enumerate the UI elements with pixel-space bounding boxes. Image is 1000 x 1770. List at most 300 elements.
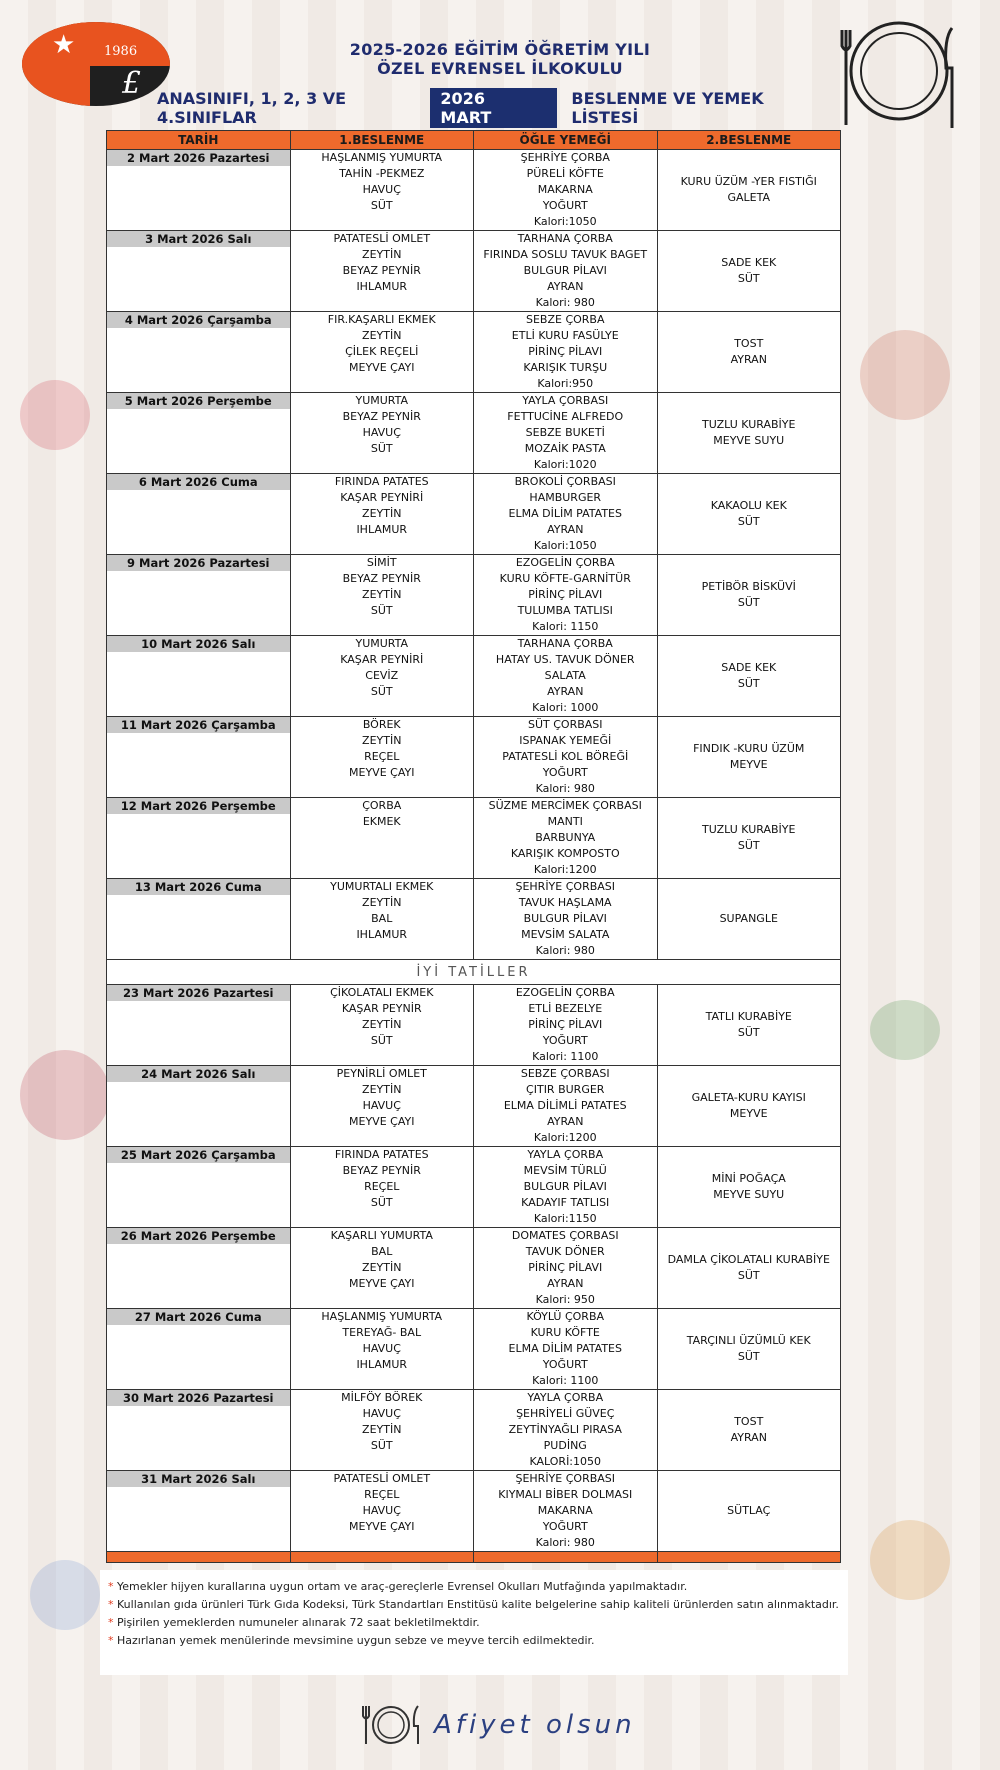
menu-line: REÇEL xyxy=(364,750,400,763)
breakfast2-cell xyxy=(657,1471,841,1552)
menu-line: MEYVE ÇAYI xyxy=(349,1277,415,1290)
menu-line: SÜT xyxy=(737,1269,760,1282)
menu-line: HATAY US. TAVUK DÖNER xyxy=(495,653,635,666)
menu-line: SEBZE ÇORBA xyxy=(525,313,605,326)
menu-line: TAHİN -PEKMEZ xyxy=(339,167,425,180)
menu-line: FIRINDA SOSLU TAVUK BAGET xyxy=(483,248,648,261)
menu-line: MEVSİM SALATA xyxy=(521,928,610,941)
menu-line: SÜT xyxy=(737,1026,760,1039)
menu-line: ETLİ KURU FASÜLYE xyxy=(511,329,619,342)
menu-line: SADE KEK xyxy=(721,256,777,269)
lunch-cell xyxy=(474,393,658,474)
breakfast2-cell xyxy=(657,717,841,798)
date-label: 31 Mart 2026 Salı xyxy=(107,1471,290,1487)
menu-line: SÜZME MERCİMEK ÇORBASI xyxy=(488,799,642,812)
plate-icon xyxy=(360,1702,422,1748)
menu-line: GALETA xyxy=(727,191,771,204)
date-label: 23 Mart 2026 Pazartesi xyxy=(107,985,290,1001)
header-title xyxy=(150,89,810,127)
menu-line: IHLAMUR xyxy=(356,928,408,941)
header-year: 2025-2026 EĞİTİM ÖĞRETİM YILI xyxy=(349,40,651,59)
breakfast2-cell xyxy=(657,1066,841,1147)
menu-line: KAKAOLU KEK xyxy=(710,499,787,512)
date-cell xyxy=(107,798,291,879)
breakfast1-cell xyxy=(290,985,474,1066)
menu-line: ZEYTİN xyxy=(362,329,402,342)
menu-line: MAKARNA xyxy=(537,1504,593,1517)
menu-line: KADAYIF TATLISI xyxy=(521,1196,610,1209)
menu-line: TATLI KURABİYE xyxy=(705,1010,792,1023)
breakfast1-cell xyxy=(290,231,474,312)
lunch-cell xyxy=(474,1066,658,1147)
menu-line: PİRİNÇ PİLAVI xyxy=(528,345,603,358)
date-cell xyxy=(107,150,291,231)
menu-line: KIYMALI BİBER DOLMASI xyxy=(498,1488,633,1501)
menu-line: SÜT xyxy=(737,596,760,609)
breakfast1-cell xyxy=(290,555,474,636)
menu-line: Kalori: 980 xyxy=(535,296,595,309)
breakfast1-cell xyxy=(290,1228,474,1309)
menu-line: DAMLA ÇİKOLATALI KURABİYE xyxy=(667,1253,830,1266)
menu-line: Kalori:1020 xyxy=(533,458,597,471)
table-row xyxy=(107,798,841,879)
lunch-cell xyxy=(474,555,658,636)
menu-line: MEYVE ÇAYI xyxy=(349,1115,415,1128)
menu-line: KAŞAR PEYNİRİ xyxy=(340,491,424,504)
menu-line: TARÇINLI ÜZÜMLÜ KEK xyxy=(686,1334,811,1347)
holiday-text: İYİ TATİLLER xyxy=(107,960,841,985)
menu-line: YOĞURT xyxy=(542,199,588,212)
breakfast1-cell xyxy=(290,1147,474,1228)
menu-line: FIRINDA PATATES xyxy=(334,1148,429,1161)
menu-table xyxy=(106,130,841,1563)
table-row xyxy=(107,150,841,231)
menu-line: BEYAZ PEYNİR xyxy=(342,1164,421,1177)
menu-line: HAŞLANMIŞ YUMURTA xyxy=(321,1310,443,1323)
lunch-cell xyxy=(474,985,658,1066)
menu-line: MİLFÖY BÖREK xyxy=(341,1391,423,1404)
menu-line: SÜT xyxy=(737,839,760,852)
header-date: TARİH xyxy=(107,131,291,150)
menu-line: Kalori: 1100 xyxy=(532,1050,599,1063)
menu-line: PİRİNÇ PİLAVI xyxy=(528,588,603,601)
menu-line: YUMURTALI EKMEK xyxy=(330,880,434,893)
menu-line: BEYAZ PEYNİR xyxy=(342,572,421,585)
menu-line: FINDIK -KURU ÜZÜM xyxy=(693,742,805,755)
date-cell xyxy=(107,312,291,393)
menu-line: EZOGELİN ÇORBA xyxy=(515,556,615,569)
menu-line: SÜT xyxy=(737,1350,760,1363)
breakfast2-cell xyxy=(657,555,841,636)
menu-line: AYRAN xyxy=(730,353,767,366)
menu-line: SİMİT xyxy=(366,556,397,569)
menu-line: ZEYTİN xyxy=(362,248,402,261)
menu-line: KÖYLÜ ÇORBA xyxy=(526,1310,605,1323)
menu-line: SÜT xyxy=(737,515,760,528)
header-classes: ANASINIFI, 1, 2, 3 VE 4.SINIFLAR xyxy=(157,89,347,127)
table-row xyxy=(107,1390,841,1471)
date-cell xyxy=(107,636,291,717)
menu-line: HAMBURGER xyxy=(529,491,602,504)
menu-line: SÜT xyxy=(370,1034,393,1047)
date-label: 12 Mart 2026 Perşembe xyxy=(107,798,290,814)
menu-line: DOMATES ÇORBASI xyxy=(511,1229,619,1242)
breakfast1-cell xyxy=(290,636,474,717)
table-row xyxy=(107,717,841,798)
date-cell xyxy=(107,1228,291,1309)
holiday-row xyxy=(107,960,841,985)
footer-text: Afiyet olsun xyxy=(434,1710,636,1740)
breakfast1-cell xyxy=(290,1471,474,1552)
lunch-cell xyxy=(474,312,658,393)
menu-line: ZEYTİN xyxy=(362,1018,402,1031)
breakfast2-cell xyxy=(657,1228,841,1309)
menu-line: KURU KÖFTE-GARNİTÜR xyxy=(499,572,631,585)
menu-line: SÜT xyxy=(370,604,393,617)
menu-line: IHLAMUR xyxy=(356,280,408,293)
menu-line: ETLİ BEZELYE xyxy=(528,1002,603,1015)
menu-line: YOĞURT xyxy=(542,1034,588,1047)
menu-line: SÜTLAÇ xyxy=(727,1504,771,1517)
menu-line: KARIŞIK KOMPOSTO xyxy=(510,847,620,860)
menu-line: BAL xyxy=(371,1245,393,1258)
menu-line: BROKOLİ ÇORBASI xyxy=(514,475,616,488)
lunch-cell xyxy=(474,879,658,960)
menu-line: Kalori: 980 xyxy=(535,944,595,957)
date-label: 4 Mart 2026 Çarşamba xyxy=(107,312,290,328)
date-cell xyxy=(107,555,291,636)
menu-line: CEVİZ xyxy=(365,669,399,682)
date-label: 25 Mart 2026 Çarşamba xyxy=(107,1147,290,1163)
logo-year: 1986 xyxy=(104,44,138,59)
menu-line: FIR.KAŞARLI EKMEK xyxy=(327,313,436,326)
table-row xyxy=(107,1066,841,1147)
menu-line: BULGUR PİLAVI xyxy=(523,264,607,277)
menu-line: ELMA DİLİMLİ PATATES xyxy=(503,1099,627,1112)
menu-line: KALORİ:1050 xyxy=(529,1455,602,1468)
menu-line: BARBUNYA xyxy=(535,831,596,844)
header-breakfast1: 1.BESLENME xyxy=(290,131,474,150)
menu-line: YAYLA ÇORBASI xyxy=(522,394,609,407)
menu-line: EKMEK xyxy=(362,815,401,828)
breakfast1-cell xyxy=(290,798,474,879)
menu-line: PİRİNÇ PİLAVI xyxy=(528,1018,603,1031)
menu-line: TUZLU KURABİYE xyxy=(702,823,796,836)
date-label: 26 Mart 2026 Perşembe xyxy=(107,1228,290,1244)
menu-line: BULGUR PİLAVI xyxy=(523,1180,607,1193)
lunch-cell xyxy=(474,1471,658,1552)
logo-letter: £ xyxy=(122,66,142,101)
date-label: 13 Mart 2026 Cuma xyxy=(107,879,290,895)
menu-line: Kalori:1200 xyxy=(533,863,597,876)
table-row xyxy=(107,1471,841,1552)
menu-line: IHLAMUR xyxy=(356,1358,408,1371)
menu-line: PATATESLİ KOL BÖREĞİ xyxy=(502,750,629,763)
date-label: 3 Mart 2026 Salı xyxy=(107,231,290,247)
menu-line: BÖREK xyxy=(362,718,401,731)
menu-line: TAVUK HAŞLAMA xyxy=(518,896,612,909)
menu-line: FETTUCİNE ALFREDO xyxy=(507,410,624,423)
breakfast2-cell xyxy=(657,312,841,393)
menu-line: ELMA DİLİM PATATES xyxy=(508,507,622,520)
breakfast1-cell xyxy=(290,474,474,555)
menu-line: PATATESLİ OMLET xyxy=(333,232,431,245)
table-footer-row xyxy=(107,1552,841,1563)
date-cell xyxy=(107,1309,291,1390)
menu-line: MEVSİM TÜRLÜ xyxy=(523,1164,607,1177)
menu-line: Kalori: 1100 xyxy=(532,1374,599,1387)
menu-line: TOST xyxy=(734,1415,764,1428)
footer-afiyet xyxy=(360,1700,636,1750)
menu-line: SUPANGLE xyxy=(719,912,778,925)
menu-line: YAYLA ÇORBA xyxy=(527,1148,604,1161)
menu-line: REÇEL xyxy=(364,1180,400,1193)
menu-line: ZEYTİN xyxy=(362,896,402,909)
menu-line: SÜT xyxy=(370,1439,393,1452)
menu-line: TULUMBA TATLISI xyxy=(517,604,613,617)
menu-line: ZEYTİN xyxy=(362,1423,402,1436)
table-row xyxy=(107,879,841,960)
menu-line: ŞEHRİYE ÇORBASI xyxy=(515,1472,616,1485)
menu-line: ZEYTİNYAĞLI PIRASA xyxy=(508,1423,622,1436)
menu-line: YOĞURT xyxy=(542,1358,588,1371)
table-row xyxy=(107,1228,841,1309)
menu-line: ÇORBA xyxy=(362,799,402,812)
table-row xyxy=(107,985,841,1066)
menu-line: HAVUÇ xyxy=(362,1407,401,1420)
header-month: 2026 MART xyxy=(430,88,557,128)
menu-line: SEBZE BUKETİ xyxy=(525,426,605,439)
date-cell xyxy=(107,1147,291,1228)
menu-line: TUZLU KURABİYE xyxy=(702,418,796,431)
menu-line: KURU KÖFTE xyxy=(530,1326,600,1339)
menu-line: MEYVE ÇAYI xyxy=(349,1520,415,1533)
menu-line: PATATESLİ OMLET xyxy=(333,1472,431,1485)
menu-line: AYRAN xyxy=(730,1431,767,1444)
breakfast1-cell xyxy=(290,1066,474,1147)
menu-line: MEYVE xyxy=(729,1107,768,1120)
date-cell xyxy=(107,474,291,555)
menu-line: MEYVE ÇAYI xyxy=(349,361,415,374)
menu-line: ELMA DİLİM PATATES xyxy=(508,1342,622,1355)
note-item: * Kullanılan gıda ürünleri Türk Gıda Kodeksi, Türk Standartları Enstitüsü kalite belgelerine sahip kaliteli ürünlerden satın alınmaktadır. xyxy=(108,1598,839,1611)
breakfast2-cell xyxy=(657,798,841,879)
menu-line: KAŞARLI YUMURTA xyxy=(330,1229,433,1242)
menu-line: TARHANA ÇORBA xyxy=(517,637,613,650)
table-row xyxy=(107,555,841,636)
menu-line: MAKARNA xyxy=(537,183,593,196)
breakfast2-cell xyxy=(657,636,841,717)
menu-line: AYRAN xyxy=(547,280,584,293)
table-header-row xyxy=(107,131,841,150)
date-label: 27 Mart 2026 Cuma xyxy=(107,1309,290,1325)
date-cell xyxy=(107,1471,291,1552)
menu-line: Kalori:1150 xyxy=(533,1212,597,1225)
menu-line: HAVUÇ xyxy=(362,426,401,439)
menu-line: SÜT xyxy=(370,1196,393,1209)
menu-line: PUDİNG xyxy=(543,1439,587,1452)
header-breakfast2: 2.BESLENME xyxy=(657,131,841,150)
menu-line: IHLAMUR xyxy=(356,523,408,536)
menu-line: YUMURTA xyxy=(355,637,409,650)
menu-line: SÜT xyxy=(370,685,393,698)
lunch-cell xyxy=(474,1147,658,1228)
menu-line: REÇEL xyxy=(364,1488,400,1501)
menu-line: SÜT xyxy=(737,677,760,690)
breakfast2-cell xyxy=(657,879,841,960)
menu-line: SÜT xyxy=(370,199,393,212)
date-cell xyxy=(107,1390,291,1471)
menu-line: HAŞLANMIŞ YUMURTA xyxy=(321,151,443,164)
lunch-cell xyxy=(474,150,658,231)
breakfast2-cell xyxy=(657,393,841,474)
date-cell xyxy=(107,879,291,960)
date-cell xyxy=(107,1066,291,1147)
menu-line: Kalori:1050 xyxy=(533,539,597,552)
date-cell xyxy=(107,231,291,312)
menu-line: SEBZE ÇORBASI xyxy=(520,1067,610,1080)
date-label: 6 Mart 2026 Cuma xyxy=(107,474,290,490)
menu-line: BEYAZ PEYNİR xyxy=(342,410,421,423)
menu-line: EZOGELİN ÇORBA xyxy=(515,986,615,999)
menu-line: PÜRELİ KÖFTE xyxy=(526,167,604,180)
lunch-cell xyxy=(474,1228,658,1309)
menu-line: PİRİNÇ PİLAVI xyxy=(528,1261,603,1274)
menu-line: ŞEHRİYE ÇORBA xyxy=(520,151,610,164)
menu-line: HAVUÇ xyxy=(362,1504,401,1517)
breakfast1-cell xyxy=(290,150,474,231)
menu-line: KAŞAR PEYNİR xyxy=(341,1002,422,1015)
menu-line: KAŞAR PEYNİRİ xyxy=(340,653,424,666)
menu-line: Kalori:950 xyxy=(537,377,594,390)
table-row xyxy=(107,1147,841,1228)
menu-line: ZEYTİN xyxy=(362,1083,402,1096)
menu-line: Kalori: 1150 xyxy=(532,620,599,633)
table-row xyxy=(107,636,841,717)
date-label: 5 Mart 2026 Perşembe xyxy=(107,393,290,409)
lunch-cell xyxy=(474,231,658,312)
menu-line: Kalori: 980 xyxy=(535,1536,595,1549)
menu-line: SALATA xyxy=(544,669,586,682)
menu-line: ÇİKOLATALI EKMEK xyxy=(330,986,434,999)
menu-line: YOĞURT xyxy=(542,766,588,779)
menu-line: ZEYTİN xyxy=(362,734,402,747)
menu-line: MİNİ POĞAÇA xyxy=(711,1172,786,1185)
date-label: 9 Mart 2026 Pazartesi xyxy=(107,555,290,571)
menu-line: AYRAN xyxy=(547,685,584,698)
menu-line: ŞEHRİYELİ GÜVEÇ xyxy=(516,1407,615,1420)
table-row xyxy=(107,474,841,555)
menu-line: AYRAN xyxy=(547,1277,584,1290)
breakfast2-cell xyxy=(657,150,841,231)
menu-line: TEREYAĞ- BAL xyxy=(342,1326,422,1339)
menu-line: SÜT xyxy=(370,442,393,455)
menu-line: TAVUK DÖNER xyxy=(525,1245,605,1258)
lunch-cell xyxy=(474,798,658,879)
menu-line: BULGUR PİLAVI xyxy=(523,912,607,925)
menu-line: MEYVE SUYU xyxy=(713,1188,785,1201)
menu-line: FIRINDA PATATES xyxy=(334,475,429,488)
menu-line: MEYVE SUYU xyxy=(713,434,785,447)
date-label: 24 Mart 2026 Salı xyxy=(107,1066,290,1082)
breakfast2-cell xyxy=(657,985,841,1066)
menu-line: SÜT ÇORBASI xyxy=(527,718,603,731)
menu-line: YAYLA ÇORBA xyxy=(527,1391,604,1404)
date-cell xyxy=(107,985,291,1066)
date-label: 11 Mart 2026 Çarşamba xyxy=(107,717,290,733)
menu-line: PETİBÖR BİSKÜVİ xyxy=(701,580,796,593)
header-list-title: BESLENME VE YEMEK LİSTESİ xyxy=(571,89,764,127)
menu-line: AYRAN xyxy=(547,1115,584,1128)
menu-line: ZEYTİN xyxy=(362,1261,402,1274)
menu-line: MOZAİK PASTA xyxy=(524,442,606,455)
menu-line: HAVUÇ xyxy=(362,183,401,196)
breakfast2-cell xyxy=(657,474,841,555)
menu-line: SÜT xyxy=(737,272,760,285)
breakfast2-cell xyxy=(657,1309,841,1390)
menu-line: KURU ÜZÜM -YER FISTIĞI xyxy=(680,175,817,188)
header-lunch: ÖĞLE YEMEĞİ xyxy=(474,131,658,150)
table-row xyxy=(107,393,841,474)
star-icon: ★ xyxy=(52,30,76,60)
menu-line: Kalori:1200 xyxy=(533,1131,597,1144)
breakfast1-cell xyxy=(290,717,474,798)
menu-line: GALETA-KURU KAYISI xyxy=(691,1091,806,1104)
menu-line: TOST xyxy=(734,337,764,350)
menu-line: MEYVE ÇAYI xyxy=(349,766,415,779)
note-item: * Pişirilen yemeklerden numuneler alınarak 72 saat bekletilmektdir. xyxy=(108,1616,480,1629)
menu-line: YUMURTA xyxy=(355,394,409,407)
menu-line: YOĞURT xyxy=(542,1520,588,1533)
breakfast1-cell xyxy=(290,1390,474,1471)
menu-line: Kalori: 1000 xyxy=(532,701,599,714)
menu-line: ZEYTİN xyxy=(362,588,402,601)
lunch-cell xyxy=(474,1309,658,1390)
table-row xyxy=(107,312,841,393)
breakfast1-cell xyxy=(290,1309,474,1390)
table-row xyxy=(107,231,841,312)
breakfast2-cell xyxy=(657,1147,841,1228)
lunch-cell xyxy=(474,474,658,555)
menu-line: ZEYTİN xyxy=(362,507,402,520)
menu-line: MANTI xyxy=(547,815,583,828)
breakfast1-cell xyxy=(290,879,474,960)
lunch-cell xyxy=(474,636,658,717)
breakfast2-cell xyxy=(657,1390,841,1471)
menu-line: Kalori: 950 xyxy=(535,1293,595,1306)
lunch-cell xyxy=(474,717,658,798)
menu-line: Kalori:1050 xyxy=(533,215,597,228)
menu-line: Kalori: 980 xyxy=(535,782,595,795)
table-row xyxy=(107,1309,841,1390)
menu-line: KARIŞIK TURŞU xyxy=(523,361,608,374)
menu-line: ISPANAK YEMEĞİ xyxy=(519,734,612,747)
date-label: 30 Mart 2026 Pazartesi xyxy=(107,1390,290,1406)
note-item: * Hazırlanan yemek menülerinde mevsimine uygun sebze ve meyve tercih edilmektedir. xyxy=(108,1634,595,1647)
date-label: 2 Mart 2026 Pazartesi xyxy=(107,150,290,166)
menu-line: ÇİLEK REÇELİ xyxy=(345,345,419,358)
date-cell xyxy=(107,393,291,474)
menu-line: MEYVE xyxy=(729,758,768,771)
menu-line: HAVUÇ xyxy=(362,1099,401,1112)
breakfast1-cell xyxy=(290,393,474,474)
menu-line: BAL xyxy=(371,912,393,925)
menu-line: AYRAN xyxy=(547,523,584,536)
date-label: 10 Mart 2026 Salı xyxy=(107,636,290,652)
menu-line: PEYNİRLİ OMLET xyxy=(336,1067,427,1080)
date-cell xyxy=(107,717,291,798)
menu-line: ÇITIR BURGER xyxy=(526,1083,605,1096)
